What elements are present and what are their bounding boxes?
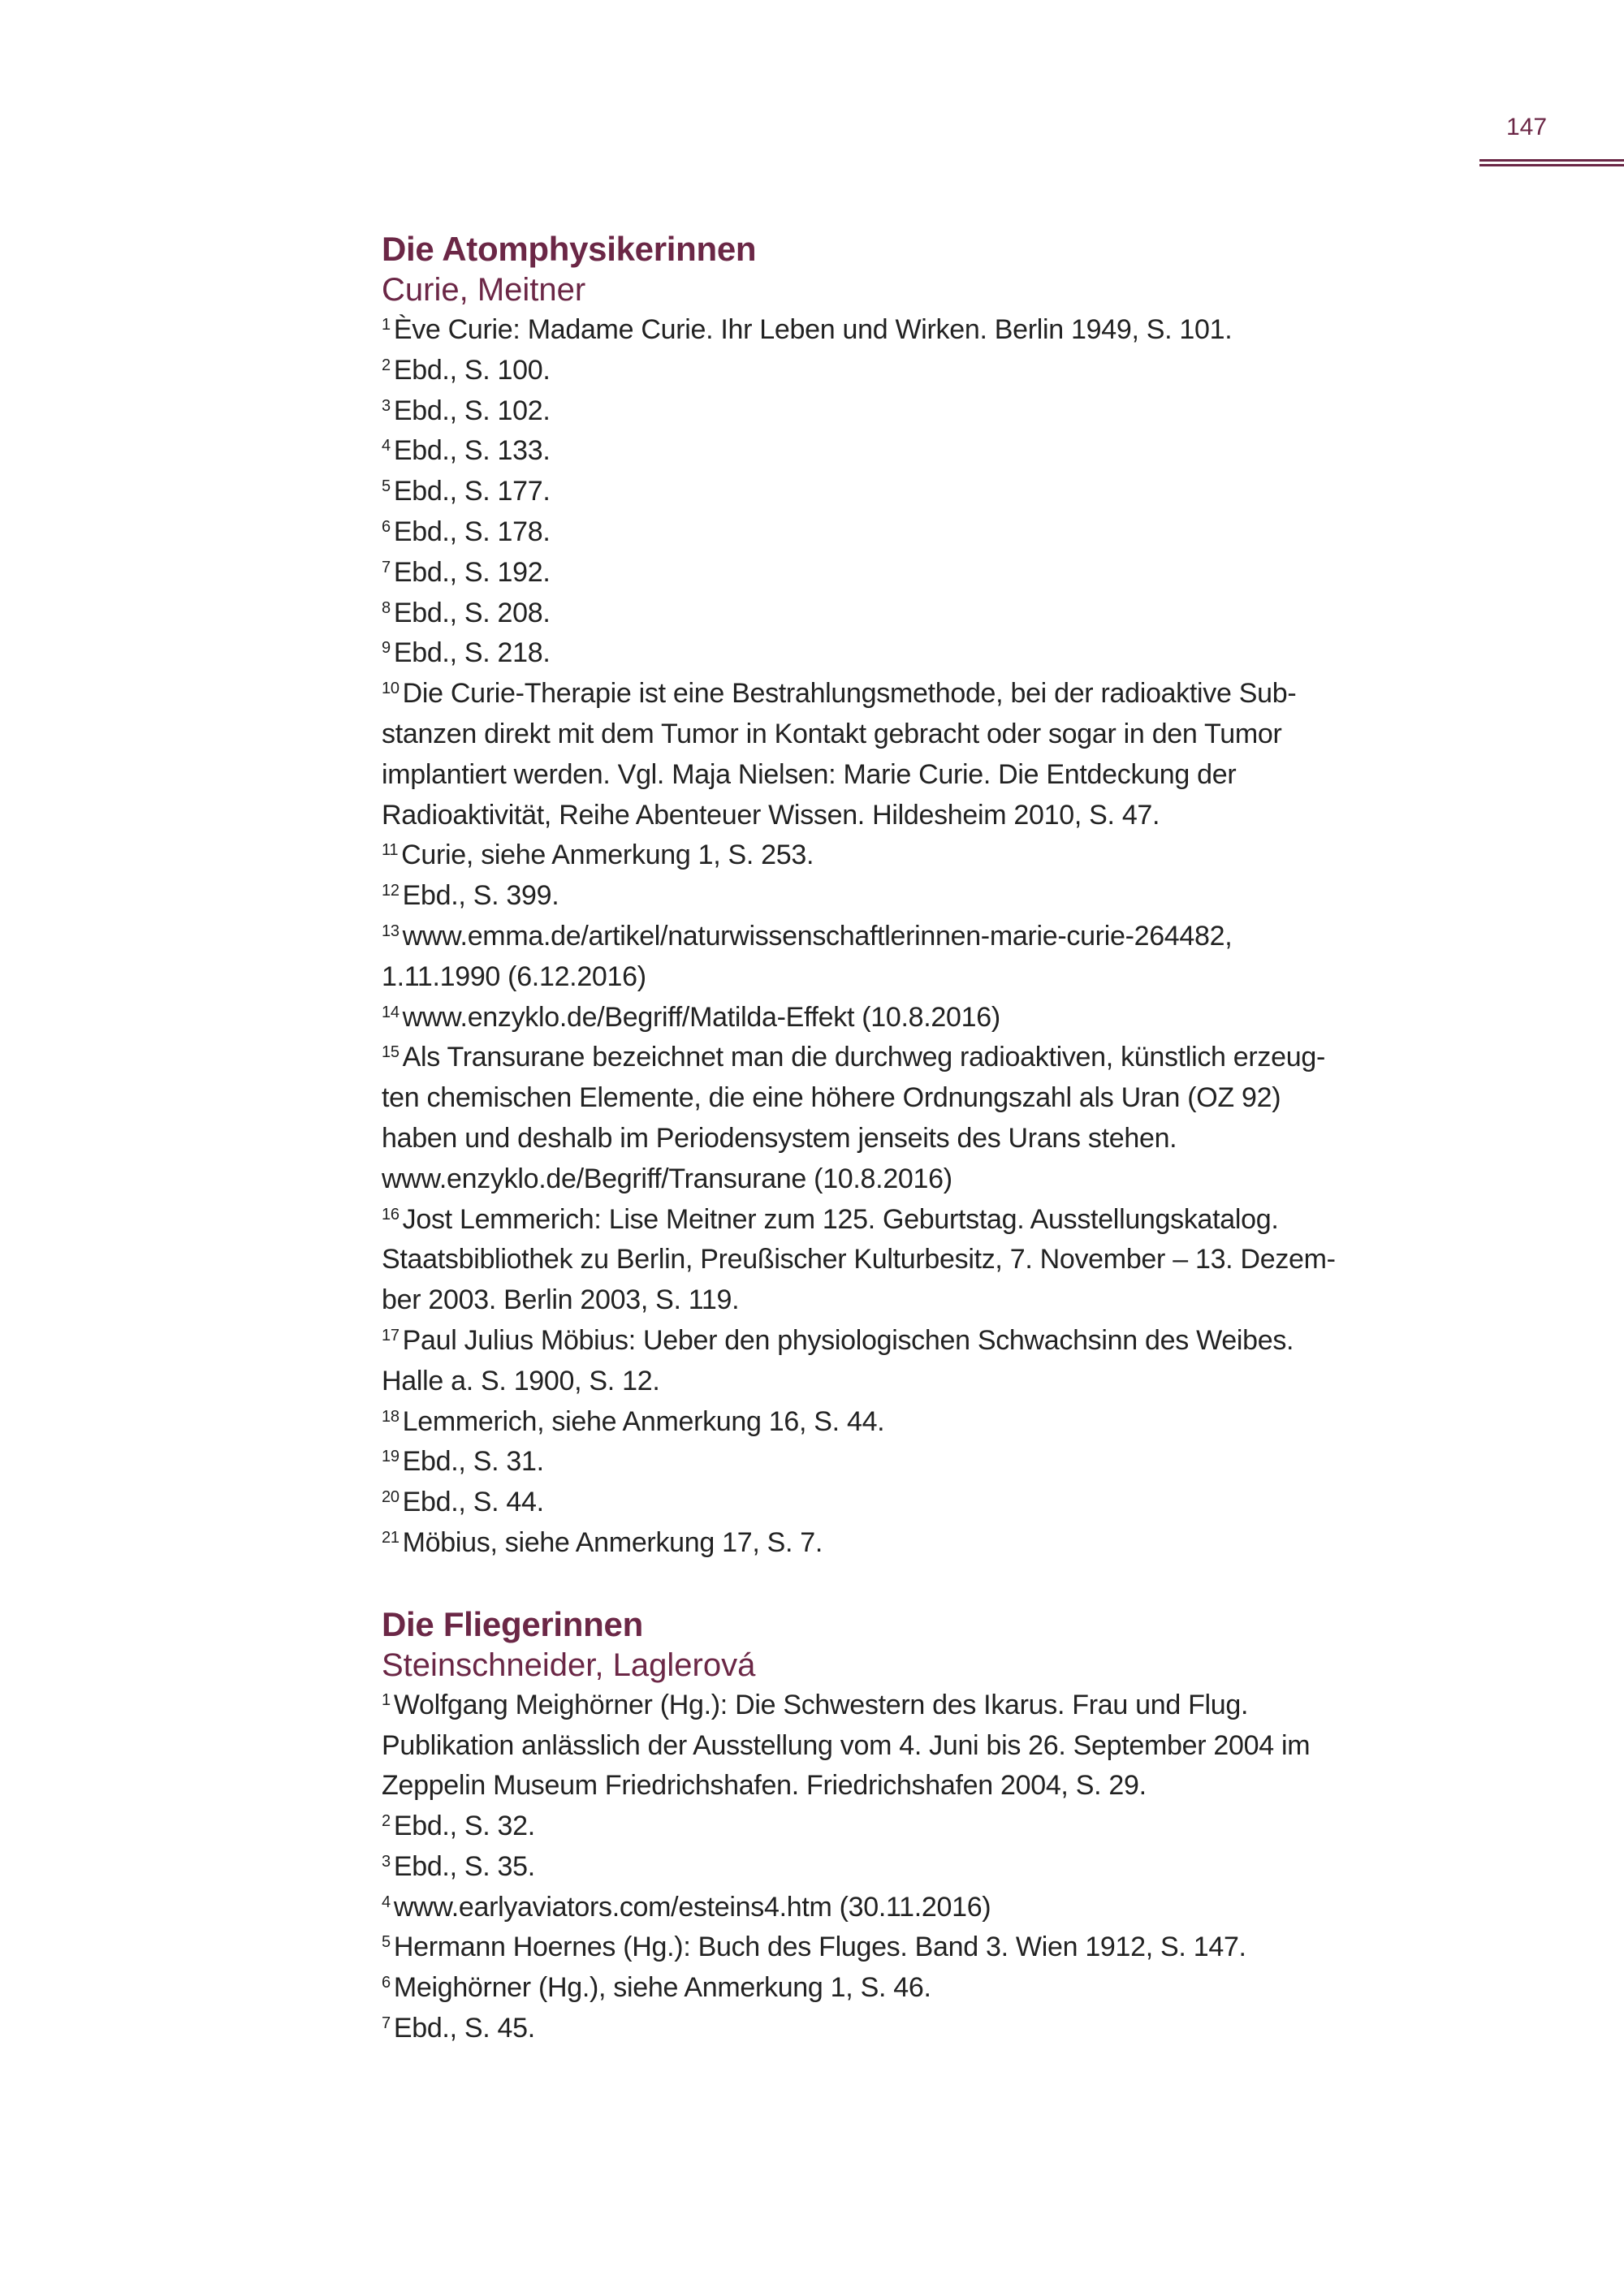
endnote-line <box>382 391 1453 432</box>
endnote-text: Ebd., S. 133. <box>393 435 551 467</box>
endnote-text: Publikation anlässlich der Ausstellung vom 4. Juni bis 26. September 2004 im <box>382 1729 1311 1761</box>
endnote <box>382 2009 1453 2049</box>
endnote-number: 21 <box>382 1528 400 1547</box>
endnote-line <box>382 310 1453 351</box>
endnote-text: Ebd., S. 208. <box>393 597 551 628</box>
endnote-line <box>382 1726 1453 1767</box>
endnote-text: Paul Julius Möbius: Ueber den physiologischen Schwachsinn des Weibes. <box>402 1324 1294 1356</box>
endnote-line <box>382 1888 1453 1928</box>
endnote-text: stanzen direkt mit dem Tumor in Kontakt gebracht oder sogar in den Tumor <box>382 718 1282 749</box>
endnote-text: Wolfgang Meighörner (Hg.): Die Schwestern des Ikarus. Frau und Flug. <box>393 1689 1249 1720</box>
endnote-text: Staatsbibliothek zu Berlin, Preußischer Kulturbesitz, 7. November – 13. Dezem- <box>382 1244 1336 1275</box>
endnote-line <box>382 2009 1453 2049</box>
endnote-number: 13 <box>382 922 400 940</box>
section-subtitle: Steinschneider, Laglerová <box>382 1647 756 1683</box>
endnote-line <box>382 1280 1453 1321</box>
endnote <box>382 1927 1453 1968</box>
endnote <box>382 1523 1453 1564</box>
endnote-text: Möbius, siehe Anmerkung 17, S. 7. <box>402 1526 823 1558</box>
endnote-line <box>382 431 1453 472</box>
endnote <box>382 472 1453 512</box>
endnote-line <box>382 1968 1453 2009</box>
endnote-line <box>382 594 1453 634</box>
endnote-text: Ève Curie: Madame Curie. Ihr Leben und Wirken. Berlin 1949, S. 101. <box>393 314 1233 345</box>
endnote-text: Ebd., S. 178. <box>393 516 551 547</box>
endnote-line <box>382 472 1453 512</box>
endnote-number: 4 <box>382 1893 391 1911</box>
endnote-line <box>382 998 1453 1038</box>
endnotes-content <box>382 229 1453 2090</box>
endnote-number: 11 <box>382 841 399 860</box>
endnote <box>382 1321 1453 1402</box>
endnote-text: Halle a. S. 1900, S. 12. <box>382 1365 660 1396</box>
endnote-number: 4 <box>382 437 391 455</box>
endnote <box>382 1888 1453 1928</box>
endnote-line <box>382 1402 1453 1443</box>
endnote-line <box>382 835 1453 876</box>
endnote <box>382 998 1453 1038</box>
endnote-line <box>382 1686 1453 1726</box>
endnote <box>382 674 1453 835</box>
endnote <box>382 633 1453 674</box>
endnote-text: www.enzyklo.de/Begriff/Transurane (10.8.2016) <box>382 1163 952 1194</box>
endnote-number: 2 <box>382 1812 391 1831</box>
endnote-number: 8 <box>382 598 391 617</box>
endnote-number: 20 <box>382 1488 400 1507</box>
endnote-line <box>382 633 1453 674</box>
endnote-text: www.enzyklo.de/Begriff/Matilda-Effekt (10.8.2016) <box>402 1001 1000 1033</box>
endnote <box>382 1686 1453 1806</box>
endnote-number: 6 <box>382 517 391 536</box>
endnote <box>382 876 1453 917</box>
endnote-number: 1 <box>382 316 391 334</box>
endnote-line <box>382 1523 1453 1564</box>
endnote-number: 3 <box>382 1852 391 1871</box>
endnote-number: 6 <box>382 1974 391 1992</box>
endnote-line <box>382 1362 1453 1402</box>
endnote-number: 5 <box>382 1933 391 1952</box>
endnote-number: 3 <box>382 396 391 415</box>
endnote-line <box>382 1927 1453 1968</box>
endnote-number: 12 <box>382 882 400 900</box>
endnote-line <box>382 876 1453 917</box>
endnote <box>382 1968 1453 2009</box>
endnote <box>382 391 1453 432</box>
endnote-line <box>382 1483 1453 1523</box>
endnote-text: Ebd., S. 177. <box>393 476 551 507</box>
endnote-line <box>382 1766 1453 1806</box>
endnote-text: Ebd., S. 399. <box>402 880 559 912</box>
endnote <box>382 1038 1453 1199</box>
endnote-line <box>382 351 1453 391</box>
endnote-section <box>382 229 1453 1564</box>
endnote-text: ten chemischen Elemente, die eine höhere Ordnungszahl als Uran (OZ 92) <box>382 1082 1281 1114</box>
endnote-text: Ebd., S. 192. <box>393 556 551 588</box>
endnote-text: Ebd., S. 102. <box>393 395 551 426</box>
endnote-text: Ebd., S. 218. <box>393 637 551 669</box>
endnote <box>382 1847 1453 1888</box>
endnote-text: Jost Lemmerich: Lise Meitner zum 125. Geburtstag. Ausstellungskatalog. <box>402 1203 1279 1235</box>
endnote-line <box>382 1078 1453 1119</box>
endnote <box>382 594 1453 634</box>
endnote-line <box>382 1806 1453 1847</box>
endnote-text: www.emma.de/artikel/naturwissenschaftlerinnen-marie-curie-264482, <box>402 920 1233 952</box>
endnote-number: 14 <box>382 1003 400 1021</box>
endnote-line <box>382 1200 1453 1241</box>
section-title: Die Fliegerinnen <box>382 1604 643 1643</box>
endnote-text: Ebd., S. 45. <box>393 2013 535 2044</box>
endnote <box>382 512 1453 553</box>
endnote-text: Ebd., S. 31. <box>402 1446 544 1478</box>
endnote-text: www.earlyaviators.com/esteins4.htm (30.11.2016) <box>393 1891 991 1923</box>
section-subtitle: Curie, Meitner <box>382 272 586 308</box>
endnote-line <box>382 1119 1453 1159</box>
endnote <box>382 917 1453 998</box>
endnote-text: 1.11.1990 (6.12.2016) <box>382 960 646 992</box>
endnote-number: 7 <box>382 2014 391 2033</box>
endnote-line <box>382 957 1453 998</box>
endnote-text: Ebd., S. 100. <box>393 354 551 386</box>
endnote-text: haben und deshalb im Periodensystem jenseits des Urans stehen. <box>382 1122 1177 1154</box>
endnote-line <box>382 1321 1453 1362</box>
header-rule <box>1479 164 1624 166</box>
endnote-line <box>382 917 1453 957</box>
endnote-line <box>382 1240 1453 1280</box>
page-number: 147 <box>1506 114 1548 140</box>
endnote-line <box>382 512 1453 553</box>
endnote-line <box>382 796 1453 836</box>
endnote-number: 9 <box>382 639 391 658</box>
endnote-number: 10 <box>382 680 400 698</box>
endnote-text: Ebd., S. 32. <box>393 1811 535 1842</box>
endnote-line <box>382 553 1453 594</box>
endnote-text: Als Transurane bezeichnet man die durchweg radioaktiven, künstlich erzeug- <box>402 1042 1325 1073</box>
endnote-text: Hermann Hoernes (Hg.): Buch des Fluges. Band 3. Wien 1912, S. 147. <box>393 1932 1246 1963</box>
endnote-text: Meighörner (Hg.), siehe Anmerkung 1, S. 46. <box>393 1972 931 2004</box>
endnote-text: Ebd., S. 44. <box>402 1487 544 1518</box>
endnote-text: Ebd., S. 35. <box>393 1850 535 1882</box>
section-title: Die Atomphysikerinnen <box>382 230 757 268</box>
endnote-text: ber 2003. Berlin 2003, S. 119. <box>382 1284 740 1316</box>
endnote-text: Radioaktivität, Reihe Abenteuer Wissen. Hildesheim 2010, S. 47. <box>382 799 1160 831</box>
endnote <box>382 1402 1453 1443</box>
endnote-number: 18 <box>382 1407 400 1426</box>
endnote-line <box>382 714 1453 755</box>
endnote-text: Die Curie-Therapie ist eine Bestrahlungsmethode, bei der radioaktive Sub- <box>402 678 1297 710</box>
endnote <box>382 431 1453 472</box>
endnote-number: 5 <box>382 477 391 496</box>
endnote-line <box>382 1038 1453 1078</box>
endnote-text: implantiert werden. Vgl. Maja Nielsen: Marie Curie. Die Entdeckung der <box>382 758 1237 790</box>
endnote-line <box>382 1442 1453 1483</box>
endnote <box>382 835 1453 876</box>
endnote-number: 7 <box>382 558 391 576</box>
endnote <box>382 351 1453 391</box>
endnote-text: Zeppelin Museum Friedrichshafen. Friedrichshafen 2004, S. 29. <box>382 1770 1147 1802</box>
endnote-text: Lemmerich, siehe Anmerkung 16, S. 44. <box>402 1405 885 1437</box>
endnote-number: 19 <box>382 1448 400 1466</box>
endnote-section <box>382 1604 1453 2049</box>
endnote <box>382 1200 1453 1321</box>
endnote <box>382 1806 1453 1847</box>
endnote <box>382 1483 1453 1523</box>
endnote <box>382 553 1453 594</box>
endnote-number: 1 <box>382 1690 391 1709</box>
endnote <box>382 310 1453 351</box>
endnote-number: 17 <box>382 1326 400 1345</box>
endnote-number: 15 <box>382 1043 400 1062</box>
header-rule <box>1479 159 1624 162</box>
endnote-line <box>382 755 1453 796</box>
endnote <box>382 1442 1453 1483</box>
endnote-line <box>382 674 1453 714</box>
endnote-line <box>382 1847 1453 1888</box>
endnote-number: 2 <box>382 356 391 374</box>
endnote-text: Curie, siehe Anmerkung 1, S. 253. <box>401 840 814 871</box>
endnote-number: 16 <box>382 1205 400 1224</box>
endnote-line <box>382 1159 1453 1200</box>
